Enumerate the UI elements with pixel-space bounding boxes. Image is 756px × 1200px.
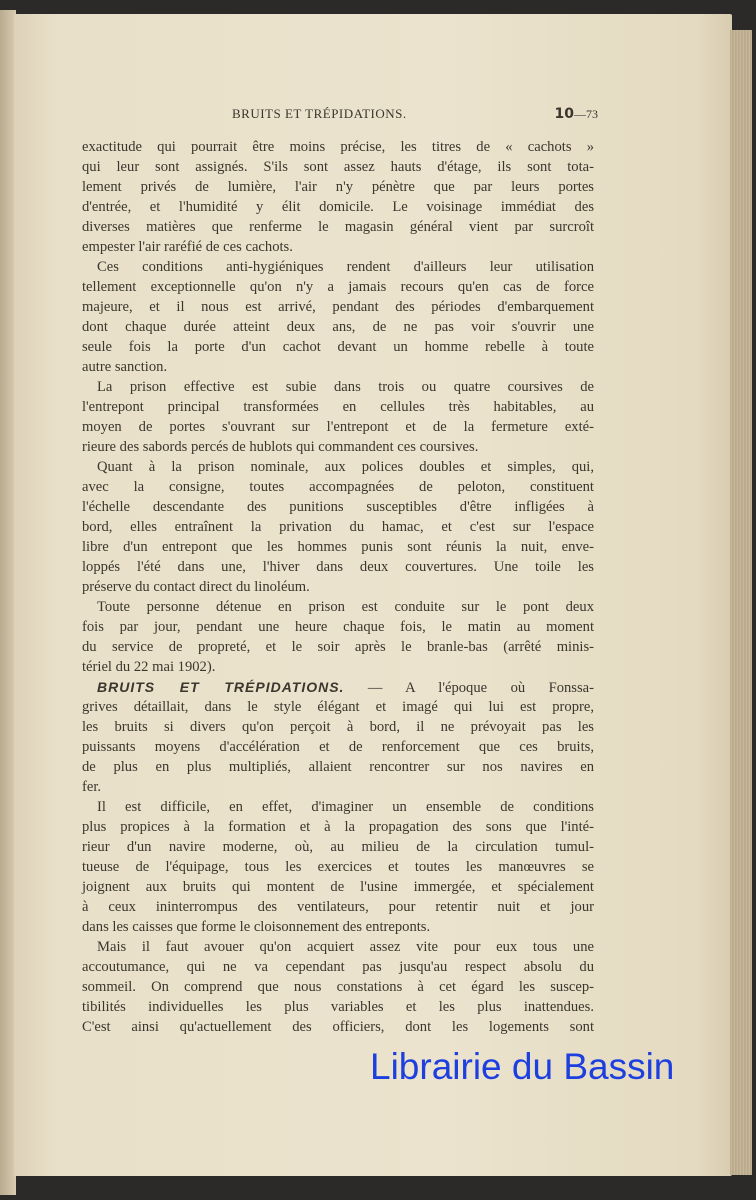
text-line: les bruits si divers qu'on perçoit à bord, il ne prévoyait pas les bbox=[82, 719, 594, 735]
text-line-content: — A l'époque où Fonssa- bbox=[344, 680, 595, 696]
text-line: sommeil. On comprend que nous constations à cet égard les suscep- bbox=[82, 979, 594, 995]
paragraph bbox=[82, 377, 594, 457]
text-line: l'entrepont principal transformées en cellules très habitables, au bbox=[82, 399, 594, 415]
body-text bbox=[82, 137, 594, 1037]
text-line bbox=[82, 677, 594, 697]
page-stack-edge bbox=[730, 30, 752, 1175]
paragraph bbox=[82, 677, 594, 797]
paragraph bbox=[82, 137, 594, 257]
text-line: avec la consigne, toutes accompagnées de peloton, constituent bbox=[82, 479, 594, 495]
text-line: d'entrée, et l'humidité y élit domicile. Le voisinage immédiat des bbox=[82, 199, 594, 215]
page-number bbox=[555, 106, 598, 122]
text-line: seule fois la porte d'un cachot devant un homme rebelle à toute bbox=[82, 339, 594, 355]
section-heading: BRUITS ET TRÉPIDATIONS. bbox=[97, 679, 345, 695]
running-header bbox=[82, 103, 598, 123]
text-line: rieur d'un navire moderne, où, au milieu de la circulation tumul- bbox=[82, 839, 594, 855]
text-line: loppés l'été dans une, l'hiver dans deux couvertures. Une toile les bbox=[82, 559, 594, 575]
text-line: l'échelle descendante des punitions susceptibles d'être infligées à bbox=[82, 499, 594, 515]
paragraph bbox=[82, 597, 594, 677]
text-line: C'est ainsi qu'actuellement des officiers, dont les logements sont bbox=[82, 1019, 594, 1035]
text-line: lement privés de lumière, l'air n'y pénètre que par leurs portes bbox=[82, 179, 594, 195]
text-line: du service de propreté, et le soir après le branle-bas (arrêté minis- bbox=[82, 639, 594, 655]
text-line: rieure des sabords percés de hublots qui commandent ces coursives. bbox=[82, 439, 479, 455]
paragraph bbox=[82, 257, 594, 377]
text-line: Ces conditions anti-hygiéniques rendent d'ailleurs leur utilisation bbox=[97, 259, 594, 275]
text-line: tibilités individuelles les plus variables et les plus inattendues. bbox=[82, 999, 594, 1015]
text-line: tériel du 22 mai 1902). bbox=[82, 659, 216, 675]
text-line: moyen de portes s'ouvrant sur l'entrepont et de la fermeture exté- bbox=[82, 419, 594, 435]
text-line: plus propices à la formation et à la propagation des sons que l'inté- bbox=[82, 819, 594, 835]
text-line: majeure, et il nous est arrivé, pendant des périodes d'embarquement bbox=[82, 299, 594, 315]
text-line: tueuse de l'équipage, tous les exercices et toutes les manœuvres se bbox=[82, 859, 594, 875]
text-line: puissants moyens d'accélération et de renforcement que ces bruits, bbox=[82, 739, 594, 755]
text-line: empester l'air raréfié de ces cachots. bbox=[82, 239, 293, 255]
text-line: préserve du contact direct du linoléum. bbox=[82, 579, 310, 595]
text-line: libre d'un entrepont que les hommes punis sont réunis la nuit, enve- bbox=[82, 539, 594, 555]
text-line: de plus en plus multipliés, allaient rencontrer sur nos navires en bbox=[82, 759, 594, 775]
text-line: dont chaque durée atteint deux ans, de ne pas voir s'ouvrir une bbox=[82, 319, 594, 335]
text-line: dans les caisses que forme le cloisonnement des entreponts. bbox=[82, 919, 431, 935]
text-line: qui leur sont assignés. S'ils sont assez hauts d'étage, ils sont tota- bbox=[82, 159, 594, 175]
paragraph bbox=[82, 457, 594, 597]
text-line: bord, elles entraînent la privation du hamac, et c'est sur l'espace bbox=[82, 519, 594, 535]
text-line: diverses matières que renferme le magasin général vient par surcroît bbox=[82, 219, 594, 235]
text-line: exactitude qui pourrait être moins précise, les titres de « cachots » bbox=[82, 139, 594, 155]
text-line: à ceux ininterrompus des ventilateurs, pour retentir nuit et jour bbox=[82, 899, 594, 915]
text-line: Quant à la prison nominale, aux polices doubles et simples, qui, bbox=[97, 459, 594, 475]
text-line: Toute personne détenue en prison est conduite sur le pont deux bbox=[97, 599, 594, 615]
text-line: tellement exceptionnelle qu'on n'y a jamais recours qu'en cas de force bbox=[82, 279, 594, 295]
text-line: joignent aux bruits qui montent de l'usine immergée, et spécialement bbox=[82, 879, 594, 895]
paragraph bbox=[82, 797, 594, 937]
page-number-section: 10 bbox=[554, 106, 574, 122]
text-line: fois par jour, pendant une heure chaque fois, le matin au moment bbox=[82, 619, 594, 635]
paragraph bbox=[82, 937, 594, 1037]
text-line: Mais il faut avouer qu'on acquiert assez vite pour eux tous une bbox=[97, 939, 594, 955]
text-line: accoutumance, qui ne va cependant pas jusqu'au respect absolu du bbox=[82, 959, 594, 975]
text-line: autre sanction. bbox=[82, 359, 168, 375]
page-number-value: —73 bbox=[574, 107, 598, 121]
text-line: Il est difficile, en effet, d'imaginer un ensemble de conditions bbox=[97, 799, 594, 815]
running-title: BRUITS ET TRÉPIDATIONS. bbox=[232, 106, 407, 121]
text-line: grives détaillait, dans le style élégant et imagé qui lui est propre, bbox=[82, 699, 594, 715]
text-line: fer. bbox=[82, 779, 102, 795]
watermark: Librairie du Bassin bbox=[370, 1046, 675, 1087]
text-line: La prison effective est subie dans trois ou quatre coursives de bbox=[97, 379, 594, 395]
